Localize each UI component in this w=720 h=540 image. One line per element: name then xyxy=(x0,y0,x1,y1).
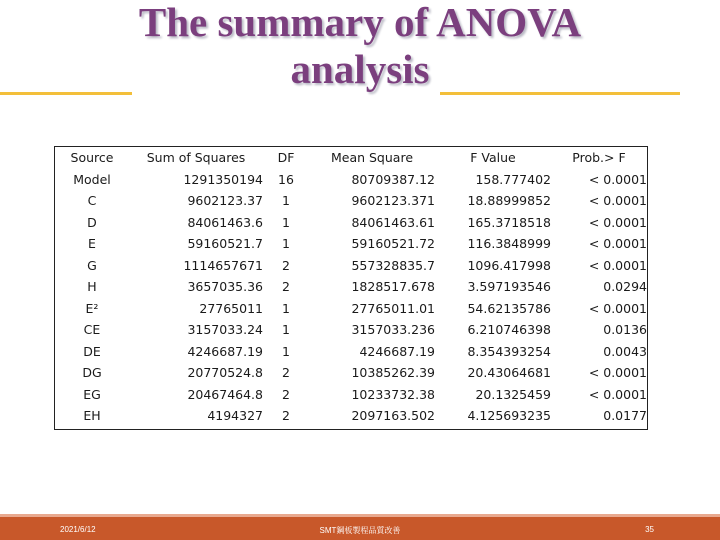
cell-mean-square: 4246687.19 xyxy=(359,343,435,359)
cell-source: EG xyxy=(83,386,101,402)
table-row xyxy=(55,233,647,255)
cell-mean-square: 84061463.61 xyxy=(351,214,435,230)
cell-prob-f: 0.0294 xyxy=(603,279,647,295)
cell-sum-of-squares: 9602123.37 xyxy=(187,193,263,209)
table-row xyxy=(55,384,647,406)
table-row xyxy=(55,255,647,277)
cell-mean-square: 3157033.236 xyxy=(351,322,435,338)
cell-f-value: 3.597193546 xyxy=(467,279,551,295)
cell-sum-of-squares: 84061463.6 xyxy=(187,214,263,230)
cell-mean-square: 2097163.502 xyxy=(351,408,435,424)
cell-df: 2 xyxy=(282,386,290,402)
table-row xyxy=(55,276,647,298)
anova-table-grid xyxy=(55,147,647,427)
footer-title: SMT鋼板製程品質改善 xyxy=(319,526,401,535)
header-mean-square: Mean Square xyxy=(330,150,414,166)
cell-f-value: 158.777402 xyxy=(475,171,551,187)
table-row xyxy=(55,341,647,363)
table-row xyxy=(55,298,647,320)
cell-source: G xyxy=(87,257,97,273)
cell-mean-square: 9602123.371 xyxy=(351,193,435,209)
cell-df: 1 xyxy=(282,214,290,230)
cell-source: DE xyxy=(83,343,101,359)
footer-bar xyxy=(0,514,720,540)
cell-prob-f: 0.0043 xyxy=(603,343,647,359)
cell-mean-square: 80709387.12 xyxy=(351,171,435,187)
cell-mean-square: 59160521.72 xyxy=(351,236,435,252)
cell-sum-of-squares: 3657035.36 xyxy=(187,279,263,295)
table-row xyxy=(55,190,647,212)
cell-source: D xyxy=(87,214,97,230)
cell-f-value: 1096.417998 xyxy=(467,257,551,273)
cell-prob-f: 0.0136 xyxy=(603,322,647,338)
cell-f-value: 18.88999852 xyxy=(467,193,551,209)
cell-mean-square: 27765011.01 xyxy=(351,300,435,316)
cell-prob-f: < 0.0001 xyxy=(588,193,647,209)
cell-prob-f: < 0.0001 xyxy=(588,171,647,187)
footer-date: 2021/6/12 xyxy=(60,525,96,534)
cell-sum-of-squares: 20467464.8 xyxy=(187,386,263,402)
cell-prob-f: < 0.0001 xyxy=(588,386,647,402)
cell-sum-of-squares: 4194327 xyxy=(207,408,263,424)
table-row xyxy=(55,212,647,234)
cell-f-value: 54.62135786 xyxy=(467,300,551,316)
slide-title-line1: The summary of ANOVA xyxy=(138,0,582,45)
header-source: Source xyxy=(70,150,114,166)
title-rule-right xyxy=(440,92,680,95)
header-prob-f: Prob.> F xyxy=(572,150,626,166)
table-row xyxy=(55,319,647,341)
cell-sum-of-squares: 4246687.19 xyxy=(187,343,263,359)
cell-prob-f: < 0.0001 xyxy=(588,236,647,252)
cell-f-value: 20.1325459 xyxy=(475,386,551,402)
cell-f-value: 4.125693235 xyxy=(467,408,551,424)
cell-f-value: 20.43064681 xyxy=(467,365,551,381)
cell-df: 1 xyxy=(282,300,290,316)
anova-table xyxy=(54,146,648,430)
table-row xyxy=(55,362,647,384)
cell-prob-f: 0.0177 xyxy=(603,408,647,424)
cell-source: H xyxy=(87,279,97,295)
cell-df: 2 xyxy=(282,408,290,424)
cell-sum-of-squares: 1291350194 xyxy=(183,171,263,187)
cell-prob-f: < 0.0001 xyxy=(588,365,647,381)
cell-df: 1 xyxy=(282,236,290,252)
cell-df: 1 xyxy=(282,322,290,338)
header-f-value: F Value xyxy=(470,150,516,166)
table-row xyxy=(55,405,647,427)
cell-mean-square: 1828517.678 xyxy=(351,279,435,295)
header-sum-of-squares: Sum of Squares xyxy=(146,150,246,166)
cell-f-value: 6.210746398 xyxy=(467,322,551,338)
cell-df: 2 xyxy=(282,365,290,381)
cell-df: 1 xyxy=(282,193,290,209)
cell-mean-square: 10233732.38 xyxy=(351,386,435,402)
cell-sum-of-squares: 27765011 xyxy=(199,300,263,316)
cell-f-value: 8.354393254 xyxy=(467,343,551,359)
cell-df: 16 xyxy=(278,171,294,187)
slide-title-line2: analysis xyxy=(290,46,430,92)
header-df: DF xyxy=(277,150,295,166)
cell-source: C xyxy=(87,193,97,209)
cell-source: E xyxy=(88,236,96,252)
cell-sum-of-squares: 3157033.24 xyxy=(187,322,263,338)
cell-sum-of-squares: 59160521.7 xyxy=(187,236,263,252)
cell-sum-of-squares: 1114657671 xyxy=(183,257,263,273)
cell-df: 1 xyxy=(282,343,290,359)
cell-prob-f: < 0.0001 xyxy=(588,300,647,316)
cell-f-value: 165.3718518 xyxy=(467,214,551,230)
cell-source: CE xyxy=(83,322,101,338)
cell-df: 2 xyxy=(282,257,290,273)
cell-source: Model xyxy=(73,171,111,187)
cell-mean-square: 10385262.39 xyxy=(351,365,435,381)
cell-f-value: 116.3848999 xyxy=(467,236,551,252)
cell-df: 2 xyxy=(282,279,290,295)
table-header-row xyxy=(55,147,647,169)
cell-mean-square: 557328835.7 xyxy=(351,257,435,273)
cell-prob-f: < 0.0001 xyxy=(588,257,647,273)
title-rule-left xyxy=(0,92,132,95)
cell-source: DG xyxy=(82,365,102,381)
cell-sum-of-squares: 20770524.8 xyxy=(187,365,263,381)
page-number: 35 xyxy=(645,525,654,534)
cell-source: EH xyxy=(83,408,101,424)
cell-prob-f: < 0.0001 xyxy=(588,214,647,230)
cell-source: E² xyxy=(85,300,99,316)
table-row xyxy=(55,169,647,191)
